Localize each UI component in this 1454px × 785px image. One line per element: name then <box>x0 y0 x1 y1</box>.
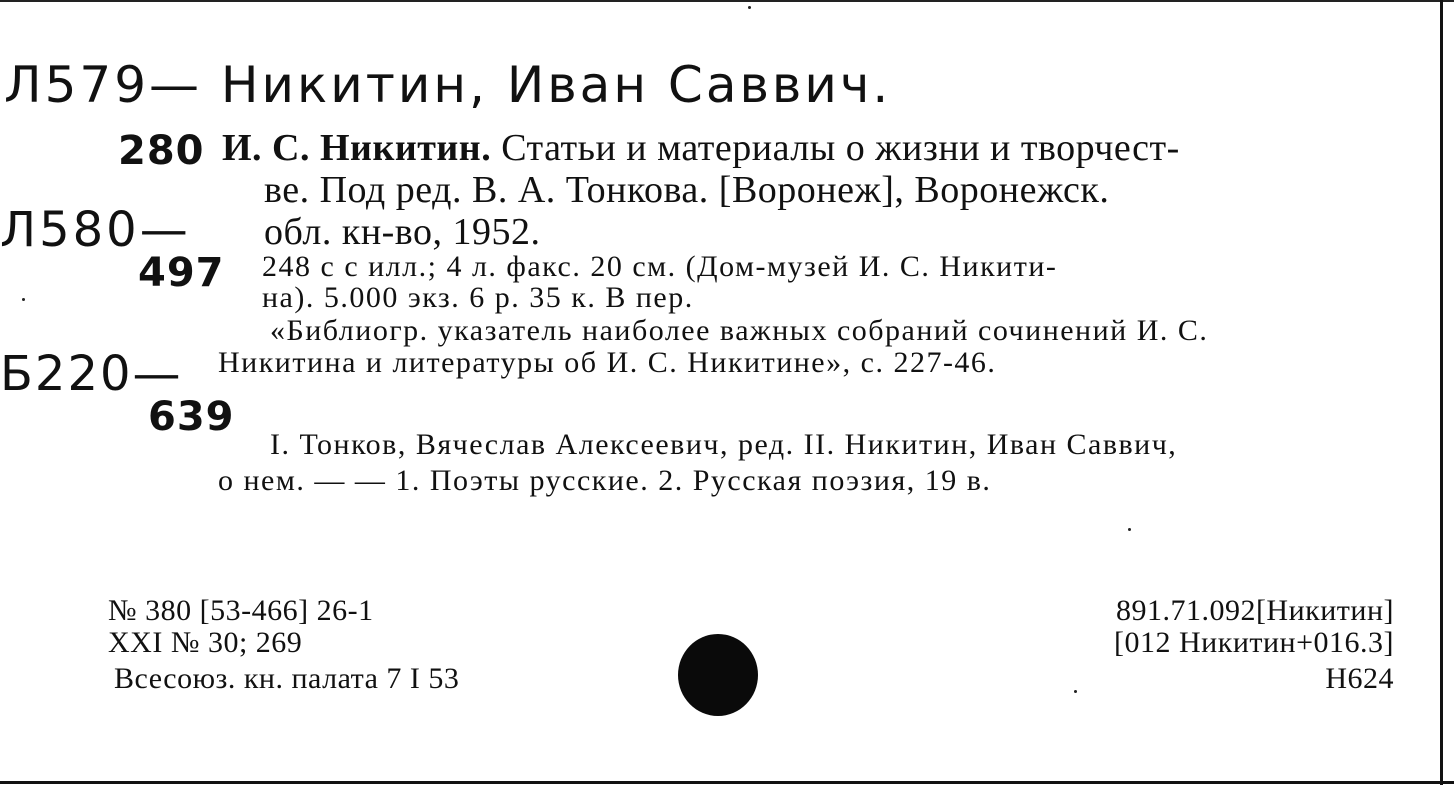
card-top-edge <box>0 0 1454 2</box>
card-right-edge <box>1440 0 1443 785</box>
footer-record-number: № 380 [53-466] 26-1 <box>108 594 374 627</box>
entry-tracings-cont: о нем. — — 1. Поэты русские. 2. Русская поэзия, 19 в. <box>218 464 992 497</box>
entry-author: И. С. Никитин. <box>222 127 492 169</box>
footer-author-mark: Н624 <box>1325 662 1394 695</box>
entry-line-3: обл. кн-во, 1952. <box>264 211 541 253</box>
speck <box>748 6 751 9</box>
speck <box>1128 528 1131 531</box>
footer-classification: 891.71.092[Никитин] <box>1115 594 1394 627</box>
card-bottom-edge <box>0 781 1454 784</box>
handwritten-heading: Л579— Никитин, Иван Саввич. <box>4 56 892 114</box>
entry-title-line <box>222 126 1180 170</box>
punch-hole <box>678 634 758 716</box>
entry-tracings: I. Тонков, Вячеслав Алексеевич, ред. II. Никитин, Иван Саввич, <box>270 428 1178 461</box>
handwritten-call-number-1580: Л580— <box>0 202 191 258</box>
footer-chamber: Всесоюз. кн. палата 7 I 53 <box>114 662 460 695</box>
speck <box>1074 690 1077 693</box>
footer-series-number: XXI № 30; 269 <box>108 626 303 659</box>
entry-line-2: ве. Под ред. В. А. Тонкова. [Воронеж], Воронежск. <box>264 169 1110 211</box>
handwritten-call-number-639: 639 <box>148 394 235 440</box>
entry-title-text: Статьи и материалы о жизни и творчест- <box>491 127 1180 169</box>
entry-edition-price: на). 5.000 экз. 6 р. 35 к. В пер. <box>262 281 694 314</box>
entry-bibliography-note-cont: Никитина и литературы об И. С. Никитине», с. 227-46. <box>218 346 997 379</box>
handwritten-call-number-280: 280 <box>118 128 205 174</box>
entry-bibliography-note: «Библиогр. указатель наиболее важных собраний сочинений И. С. <box>270 314 1209 347</box>
handwritten-call-number-497: 497 <box>138 250 225 296</box>
speck <box>22 298 25 301</box>
entry-physical-description: 248 с с илл.; 4 л. факс. 20 см. (Дом-музей И. С. Никити- <box>262 250 1058 283</box>
handwritten-call-number-5220: Б220— <box>0 346 183 402</box>
footer-classification-2: [012 Никитин+016.3] <box>1114 626 1394 659</box>
